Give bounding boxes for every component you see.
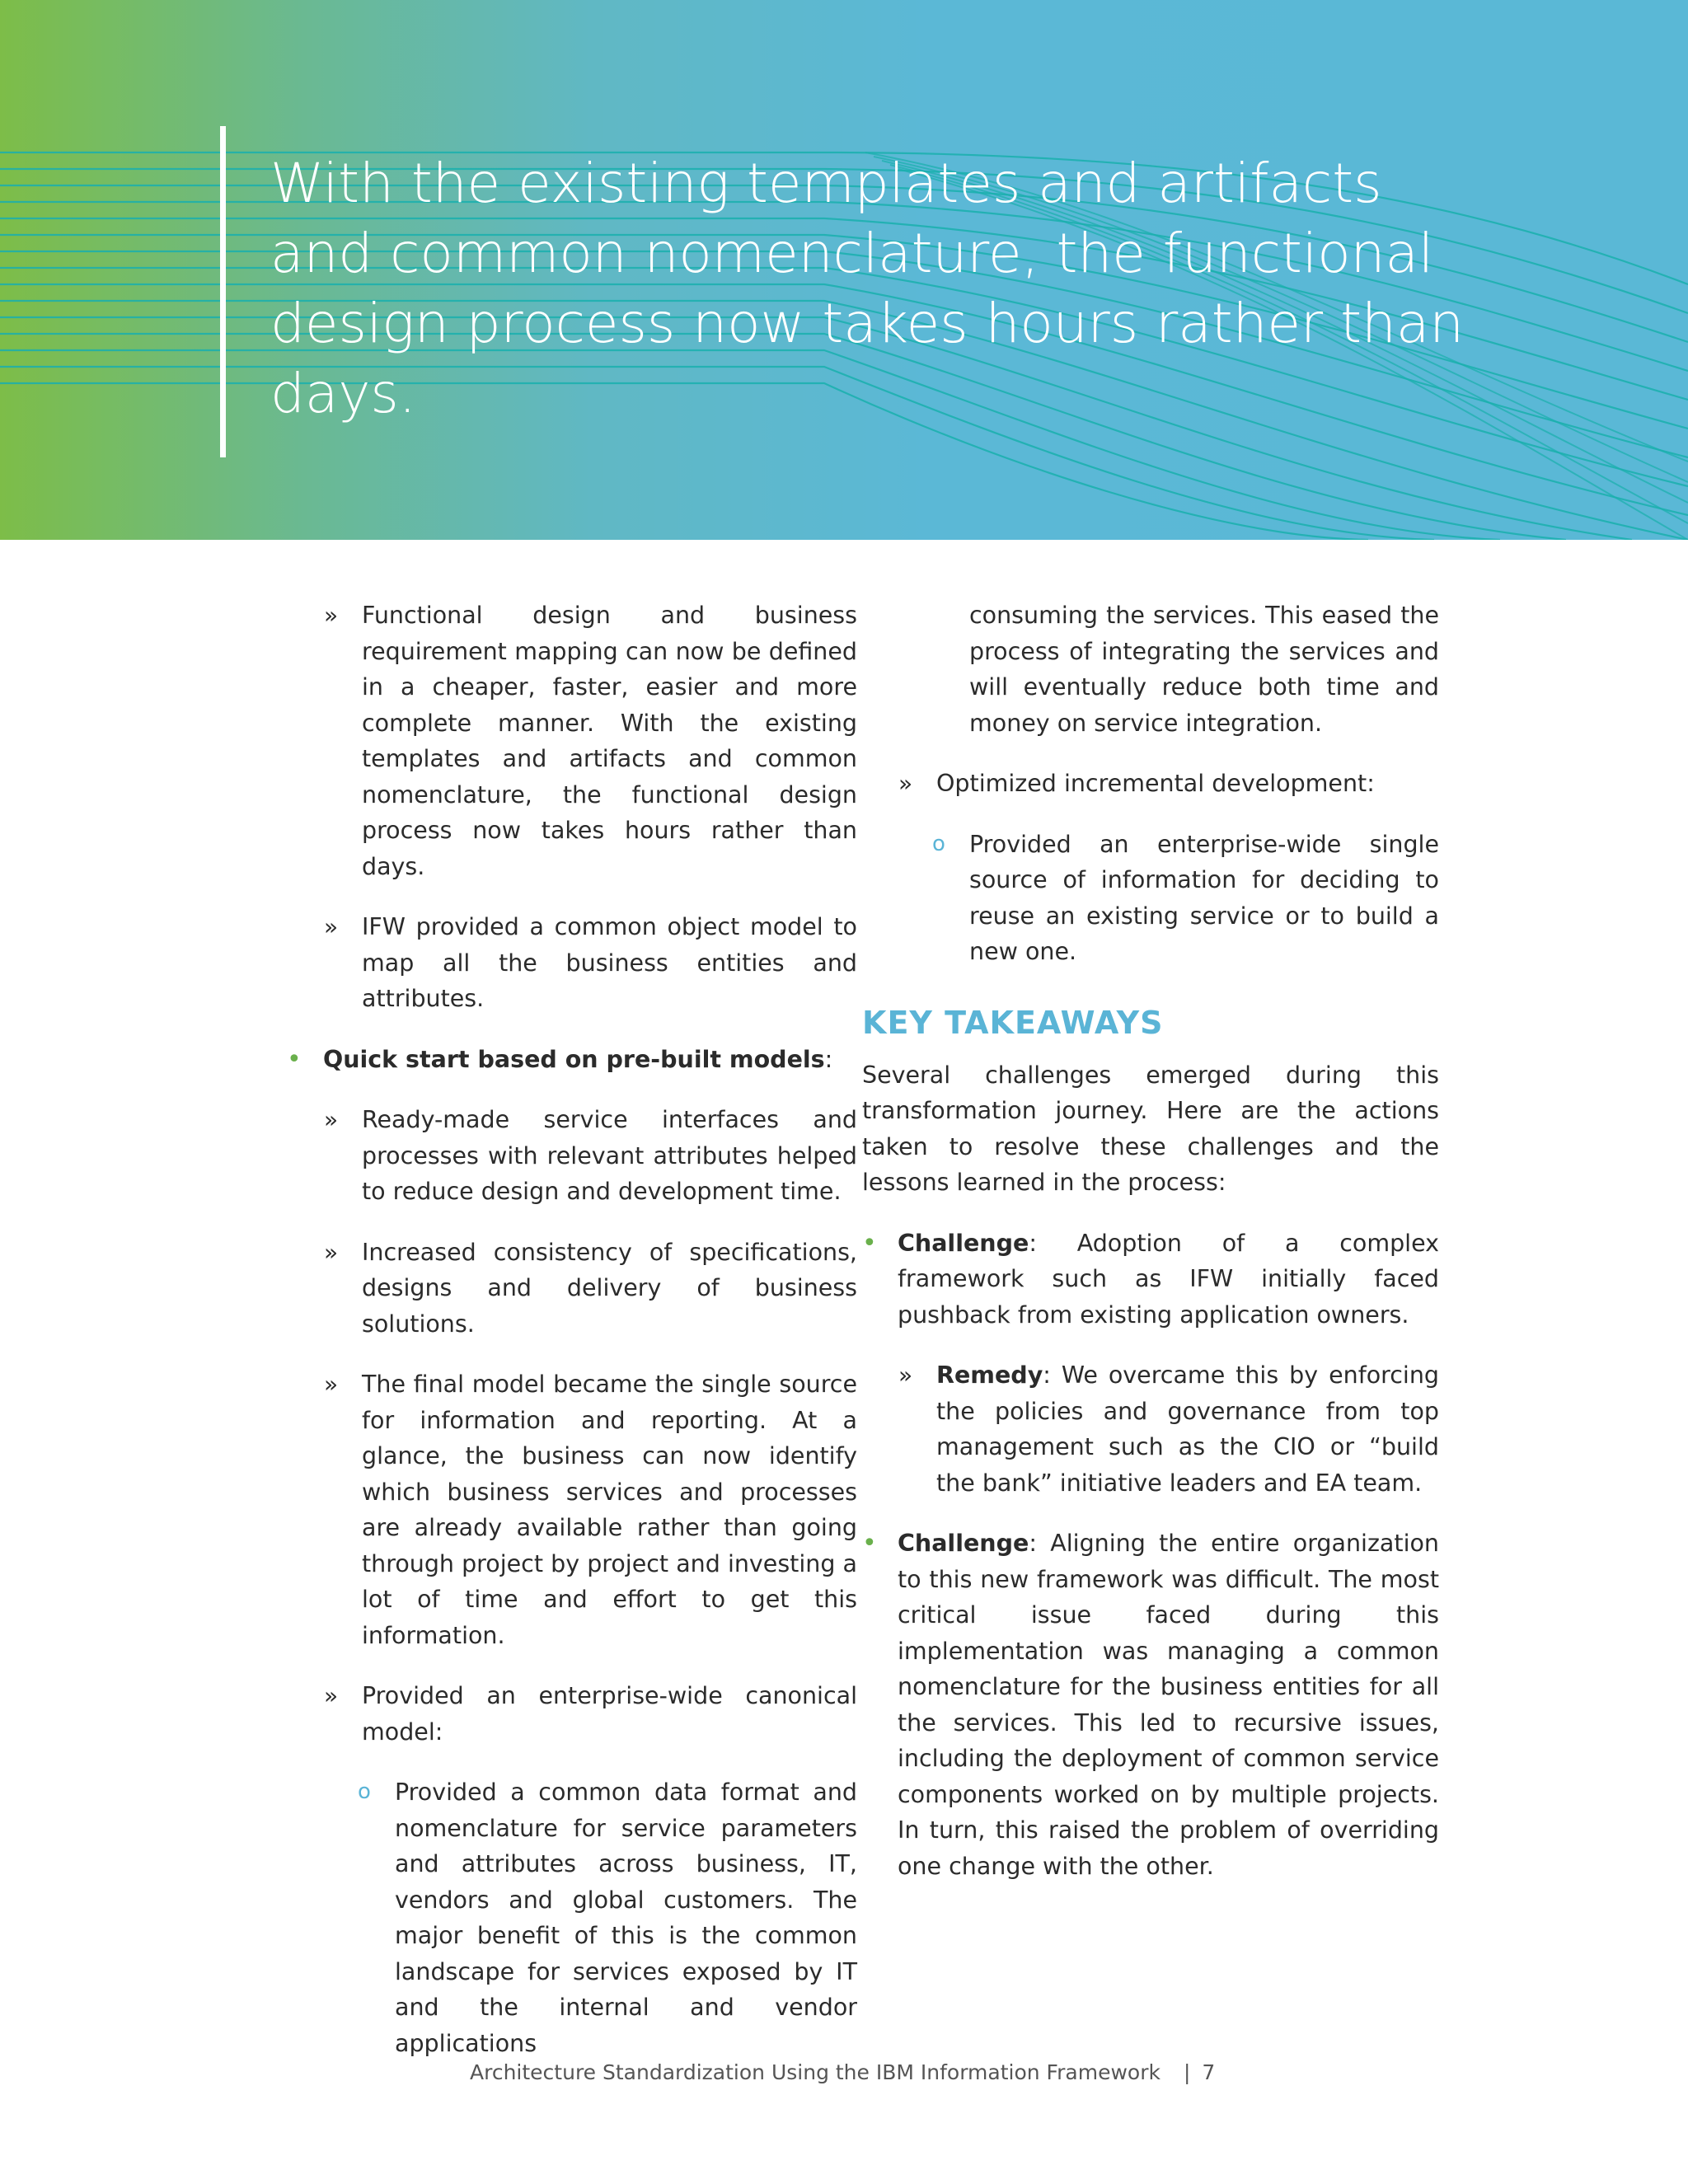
bullet-text bbox=[323, 1042, 857, 1078]
list-item-text: Provided a common data format and nomenclature for service parameters and attributes across business, IT, vendors and global customers. The major benefit of this is the common landscape for services exposed by IT and the internal and vendor applications bbox=[395, 1779, 857, 2057]
raquo-marker: » bbox=[898, 770, 913, 797]
list-item-text: consuming the services. This eased the process of integrating the services and will eventually reduce both time and money on service integration. bbox=[969, 602, 1439, 737]
list-item bbox=[280, 1102, 857, 1210]
quote-bar bbox=[220, 126, 226, 457]
circle-marker: o bbox=[932, 831, 945, 856]
raquo-marker: » bbox=[324, 602, 339, 629]
list-item bbox=[862, 766, 1439, 802]
page-footer bbox=[470, 2060, 1215, 2084]
list-item bbox=[280, 1678, 857, 1750]
bullet-dot: • bbox=[287, 1044, 302, 1074]
remedy-text: : We overcame this by enforcing the policies and governance from top management such as the CIO or “build the bank” initiative leaders and EA team. bbox=[936, 1361, 1439, 1497]
pull-quote: With the existing templates and artifacts and common nomenclature, the functional design process now takes hours rather than days. bbox=[270, 152, 1465, 425]
bullet-bold-label: Quick start based on pre-built models bbox=[323, 1045, 825, 1073]
list-item-text: IFW provided a common object model to map all the business entities and attributes. bbox=[362, 913, 857, 1012]
bullet-dot: • bbox=[862, 1529, 877, 1558]
list-item-text: Provided an enterprise-wide canonical model: bbox=[362, 1682, 857, 1746]
raquo-marker: » bbox=[324, 1371, 339, 1398]
list-item bbox=[862, 1357, 1439, 1501]
raquo-marker: » bbox=[898, 1361, 913, 1389]
bullet-dot: • bbox=[862, 1228, 877, 1258]
challenge-text: : Aligning the entire organization to this new framework was difficult. The most critical issue faced during this implementation was managing a common nomenclature for the business entities for all the services. This led to recursive issues, including the deployment of common service components worked on by multiple projects. In turn, this raised the problem of overriding one change with the other. bbox=[898, 1530, 1439, 1880]
raquo-marker: » bbox=[324, 1682, 339, 1709]
list-item-text: Increased consistency of specifications, designs and delivery of business solutions. bbox=[362, 1238, 857, 1338]
raquo-marker: » bbox=[324, 1106, 339, 1133]
raquo-marker: » bbox=[324, 1238, 339, 1266]
page-number: 7 bbox=[1202, 2060, 1216, 2084]
list-item-text: Optimized incremental development: bbox=[936, 770, 1375, 797]
list-item bbox=[280, 598, 857, 884]
left-column bbox=[280, 598, 857, 2061]
list-item-text: Functional design and business requirement mapping can now be defined in a cheaper, faster, easier and more complete manner. With the existing templates and artifacts and common nomenclature, the functional design process now takes hours rather than days. bbox=[362, 602, 857, 880]
list-item bbox=[280, 1366, 857, 1653]
bullet-item bbox=[862, 1526, 1439, 1884]
footer-title: Architecture Standardization Using the IBM Information Framework bbox=[470, 2060, 1160, 2084]
list-item-text: The final model became the single source for information and reporting. At a glance, the business can now identify which business services and processes are already available rather than going through project by project and investing a lot of time and effort to get this information. bbox=[362, 1371, 857, 1649]
footer-separator: | bbox=[1183, 2060, 1191, 2084]
list-item-text bbox=[936, 1357, 1439, 1501]
bullet-item bbox=[280, 1042, 857, 1078]
circle-marker: o bbox=[358, 1779, 371, 1804]
intro-paragraph: Several challenges emerged during this transformation journey. Here are the actions taken to resolve these challenges and the lessons learned in the process: bbox=[862, 1061, 1439, 1196]
bullet-text bbox=[898, 1526, 1439, 1884]
list-item-text: Provided an enterprise-wide single source of information for deciding to reuse an existing service or to build a new one. bbox=[969, 830, 1439, 965]
header-banner bbox=[0, 0, 1688, 540]
challenge-label: Challenge bbox=[898, 1530, 1029, 1557]
raquo-marker: » bbox=[324, 913, 339, 940]
list-item-text: Ready-made service interfaces and processes with relevant attributes helped to reduce design and development time. bbox=[362, 1106, 857, 1205]
bullet-item bbox=[862, 1226, 1439, 1333]
remedy-label: Remedy bbox=[936, 1361, 1043, 1389]
list-item bbox=[280, 1774, 857, 2061]
list-item bbox=[280, 1235, 857, 1343]
right-column bbox=[862, 598, 1439, 1884]
challenge-label: Challenge bbox=[898, 1229, 1029, 1257]
bullet-suffix: : bbox=[824, 1045, 833, 1073]
list-item bbox=[862, 827, 1439, 970]
list-item-continuation bbox=[862, 598, 1439, 741]
bullet-text bbox=[898, 1226, 1439, 1333]
section-heading: KEY TAKEAWAYS bbox=[862, 1004, 1164, 1041]
challenge-text: : Adoption of a complex framework such as IFW initially faced pushback from existing application owners. bbox=[898, 1229, 1439, 1329]
list-item bbox=[280, 909, 857, 1017]
